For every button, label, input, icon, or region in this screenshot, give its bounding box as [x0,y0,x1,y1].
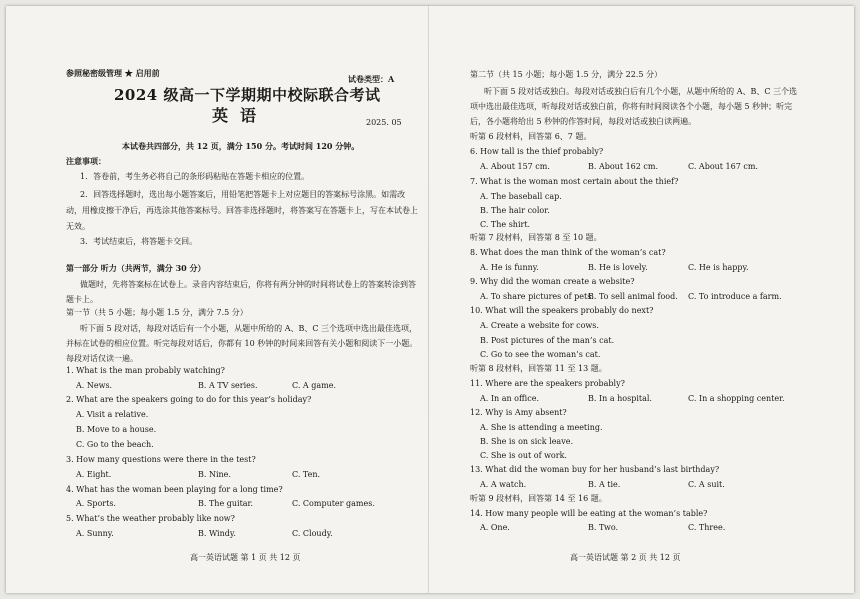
question-11: 11. Where are the speakers probably? [470,379,625,388]
q7-option-b: B. The hair color. [480,206,550,215]
q2-option-c: C. Go to the beach. [76,440,154,449]
subject-title: 英语 [212,106,269,125]
material-9-label: 听第 9 段材料，回答第 14 至 16 题。 [470,494,607,503]
material-6-label: 听第 6 段材料，回答第 6、7 题。 [470,132,592,141]
q5-option-a: A. Sunny. [76,529,114,538]
question-1: 1. What is the man probably watching? [66,366,225,375]
paper-type-label: 试卷类型：A [348,74,395,84]
q10-option-b: B. Post pictures of the man’s cat. [480,336,615,345]
q1-option-c: C. A game. [292,381,336,390]
q10-option-a: A. Create a website for cows. [480,321,599,330]
left-page-footer: 高一英语试题 第 1 页 共 12 页 [190,553,301,562]
q14-option-a: A. One. [480,523,510,532]
q13-option-b: B. A tie. [588,480,621,489]
q11-option-c: C. In a shopping center. [688,394,785,403]
question-8: 8. What does the man think of the woman’s cat? [470,248,666,257]
exam-structure-note: 本试卷共四部分，共 12 页，满分 150 分。考试时间 120 分钟。 [122,141,360,151]
q14-option-b: B. Two. [588,523,619,532]
q1-option-a: A. News. [76,381,113,390]
exam-title: 2024 级高一下学期期中校际联合考试 [114,86,381,104]
q9-option-a: A. To share pictures of pets. [480,292,594,301]
q8-option-b: B. He is lovely. [588,263,648,272]
q9-option-c: C. To introduce a farm. [688,292,782,301]
q5-option-c: C. Cloudy. [292,529,333,538]
q13-option-c: C. A suit. [688,480,725,489]
page-fold-divider [428,6,429,593]
notice-2: 2．回答选择题时，选出每小题答案后，用铅笔把答题卡上对应题目的答案标号涂黑。如需改动，用橡皮擦干净后，再选涂其他答案标号。回答非选择题时，将答案写在答题卡上，写在本试卷上无效。 [66,190,418,231]
q6-option-b: B. About 162 cm. [588,162,659,171]
section2-heading: 第二节（共 15 小题；每小题 1.5 分，满分 22.5 分） [470,70,662,79]
q5-option-b: B. Windy. [198,529,236,538]
q12-option-b: B. She is on sick leave. [480,437,573,446]
question-6: 6. How tall is the thief probably? [470,147,604,156]
q3-option-b: B. Nine. [198,470,231,479]
q3-option-c: C. Ten. [292,470,321,479]
q8-option-a: A. He is funny. [480,263,539,272]
right-page-footer: 高一英语试题 第 2 页 共 12 页 [570,553,681,562]
part1-instruction: 做题时，先将答案标在试卷上。录音内容结束后，你将有两分钟的时间将试卷上的答案转涂到答题卡上。 [66,280,416,304]
section1-heading: 第一节（共 5 小题；每小题 1.5 分，满分 7.5 分） [66,308,248,317]
notice-1: 1．答卷前，考生务必将自己的条形码粘贴在答题卡相应的位置。 [80,172,310,181]
question-3: 3. How many questions were there in the test? [66,455,256,464]
q11-option-b: B. In a hospital. [588,394,652,403]
q2-option-b: B. Move to a house. [76,425,157,434]
question-7: 7. What is the woman most certain about the thief? [470,177,679,186]
q10-option-c: C. Go to see the woman’s cat. [480,350,601,359]
section2-instruction: 听下面 5 段对话或独白。每段对话或独白后有几个小题，从题中所给的 A、B、C 三个选项中选出最佳选项，听每段对话或独白前，你将有时间阅读各个小题，每小题 5 秒钟；听完后，各小题将给出 5 秒钟的作答时间，每段对话或独白读两遍。 [470,87,798,126]
q1-option-b: B. A TV series. [198,381,258,390]
question-9: 9. Why did the woman create a website? [470,277,635,286]
question-4: 4. What has the woman been playing for a long time? [66,485,283,494]
q14-option-c: C. Three. [688,523,726,532]
exam-date: 2025. 05 [366,118,402,127]
q13-option-a: A. A watch. [480,480,527,489]
section1-instruction: 听下面 5 段对话，每段对话后有一个小题，从题中所给的 A、B、C 三个选项中选出最佳选项，并标在试卷的相应位置。听完每段对话后，你都有 10 秒钟的时间来回答有关小题和阅读下一小题。每段对话仅读一遍。 [66,324,418,363]
material-8-label: 听第 8 段材料，回答第 11 至 13 题。 [470,364,607,373]
q3-option-a: A. Eight. [76,470,112,479]
q8-option-c: C. He is happy. [688,263,749,272]
q12-option-a: A. She is attending a meeting. [480,423,603,432]
notice-3: 3．考试结束后，将答题卡交回。 [80,237,198,246]
question-2: 2. What are the speakers going to do for this year’s holiday? [66,395,312,404]
question-12: 12. Why is Amy absent? [470,408,567,417]
q7-option-a: A. The baseball cap. [480,192,562,201]
q4-option-a: A. Sports. [76,499,116,508]
q4-option-b: B. The guitar. [198,499,254,508]
q9-option-b: B. To sell animal food. [588,292,678,301]
q2-option-a: A. Visit a relative. [76,410,149,419]
question-10: 10. What will the speakers probably do next? [470,306,654,315]
question-13: 13. What did the woman buy for her husband’s last birthday? [470,465,720,474]
q6-option-c: C. About 167 cm. [688,162,758,171]
part1-heading: 第一部分 听力（共两节，满分 30 分） [66,263,206,273]
confidential-label: 参照秘密级管理 ★ 启用前 [66,68,160,78]
q6-option-a: A. About 157 cm. [480,162,550,171]
question-5: 5. What’s the weather probably like now? [66,514,235,523]
q12-option-c: C. She is out of work. [480,451,567,460]
q4-option-c: C. Computer games. [292,499,375,508]
q11-option-a: A. In an office. [480,394,539,403]
notice-heading: 注意事项： [66,156,106,166]
material-7-label: 听第 7 段材料，回答第 8 至 10 题。 [470,233,602,242]
question-14: 14. How many people will be eating at the woman’s table? [470,509,708,518]
q7-option-c: C. The shirt. [480,220,531,229]
